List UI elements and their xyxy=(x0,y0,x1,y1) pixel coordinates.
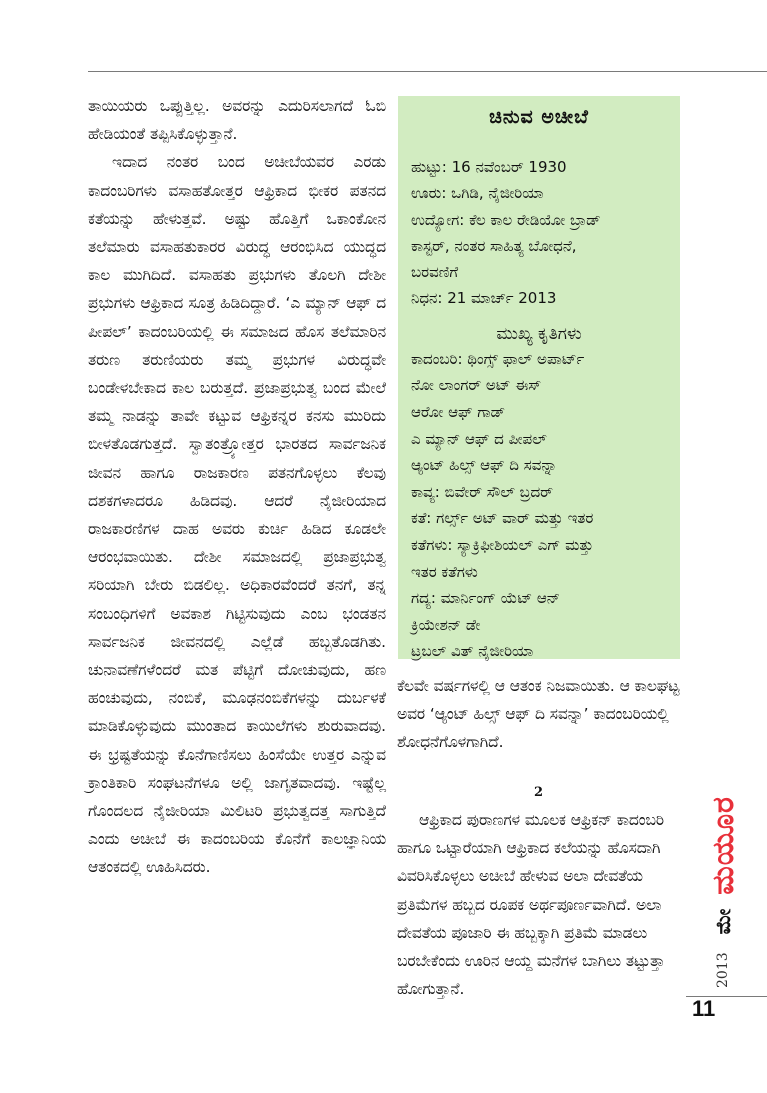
info-birth: ಹುಟ್ಟು: 16 ನವೆಂಬರ್ 1930 xyxy=(411,158,567,176)
paragraph: ತಾಯಿಯರು ಒಪ್ಪುತ್ತಿಲ್ಲ. ಅವರನ್ನು ಎದುರಿಸಲಾಗದೆ ಓಬಿ ಹೇಡಿಯಂತೆ ತಪ್ಪಿಸಿಕೊಳ್ಳುತ್ತಾನೆ. xyxy=(88,97,386,144)
section-number: 2 xyxy=(534,785,544,800)
info-death: ನಿಧನ: 21 ಮಾರ್ಚ್ 2013 xyxy=(411,289,557,308)
work-item: ನೋ ಲಾಂಗರ್ ಅಟ್ ಈಸ್ xyxy=(411,376,542,395)
paragraph: ಕೆಲವೇ ವರ್ಷಗಳಲ್ಲಿ ಆ ಆತಂಕ ನಿಜವಾಯಿತು. ಆ ಕಾಲಘಟ್ಟ ಅವರ ‘ಆ್ಯಂಟ್ ಹಿಲ್ಸ್ ಆಫ್ ದಿ ಸವನ್ನಾ’ ಕಾದಂಬರಿಯಲ್ಲಿ ಶೋಧನೆಗೊಳಗಾಗಿದೆ. xyxy=(397,677,680,752)
work-item: ಕತೆಗಳು: ಸ್ಯಾಕ್ರಿಫೀಶಿಯಲ್ ಎಗ್ ಮತ್ತು xyxy=(411,535,594,554)
work-item: ಎ ಮ್ಯಾನ್ ಆಫ್ ದ ಪೀಪಲ್ xyxy=(411,429,547,448)
work-item: ಆ್ಯಂಟ್ ಹಿಲ್ಸ್ ಆಫ್ ದಿ ಸವನ್ನಾ xyxy=(411,456,558,475)
magazine-masthead xyxy=(693,760,753,992)
work-item: ಟ್ರಬಲ್ ವಿತ್ ನೈಜೀರಿಯಾ xyxy=(411,642,534,661)
masthead-rotated xyxy=(693,760,753,992)
work-item: ಗದ್ಯ: ಮಾರ್ನಿಂಗ್ ಯೆಟ್ ಆನ್ xyxy=(411,589,560,608)
magazine-logo: ಮಯೂರ xyxy=(705,796,741,895)
work-item: ಆರೋ ಆಫ್ ಗಾಡ್ xyxy=(411,402,506,421)
issue-month: ಮೇ xyxy=(711,908,735,935)
work-item: ಕತೆ: ಗರ್ಲ್ಸ್ ಅಟ್ ವಾರ್ ಮತ್ತು ಇತರ xyxy=(411,509,594,528)
right-column-top xyxy=(397,672,682,757)
page-number: 11 xyxy=(692,996,716,1021)
author-sidebar xyxy=(398,96,680,659)
work-item: ಇತರ ಕತೆಗಳು xyxy=(411,562,478,581)
left-column xyxy=(88,92,386,882)
work-item: ಕ್ರಿಯೇಶನ್ ಡೇ xyxy=(411,615,481,634)
author-info xyxy=(411,154,680,312)
paragraph: ಇದಾದ ನಂತರ ಬಂದ ಅಚೀಬೆಯವರ ಎರಡು ಕಾದಂಬರಿಗಳು ವಸಾಹತೋತ್ತರ ಆಫ್ರಿಕಾದ ಭೀಕರ ಪತನದ ಕತೆಯನ್ನು ಹೇಳುತ್ತವೆ. ಅಷ್ಟು ಹೊತ್ತಿಗೆ ಒಕಾಂಕೋನ ತಲೆಮಾರು ವಸಾಹತುಕಾರರ ವಿರುದ್ಧ ಆರಂಭಿಸಿದ ಯುದ್ಧದ ಕಾಲ ಮುಗಿದಿದೆ. ವಸಾಹತು ಪ್ರಭುಗಳು ತೊಲಗಿ ದೇಶೀ ಪ್ರಭುಗಳು ಆಫ್ರಿಕಾದ ಸೂತ್ರ ಹಿಡಿದಿದ್ದಾರೆ. ‘ಎ ಮ್ಯಾನ್ ಆಫ್ ದ ಪೀಪಲ್’ ಕಾದಂಬರಿಯಲ್ಲಿ ಈ ಸಮಾಜದ ಹೊಸ ತಲೆಮಾರಿನ ತರುಣ ತರುಣಿಯರು ತಮ್ಮ ಪ್ರಭುಗಳ ವಿರುದ್ಧವೇ ಬಂಡೇಳಬೇಕಾದ ಕಾಲ ಬರುತ್ತದೆ. ಪ್ರಜಾಪ್ರಭುತ್ವ ಬಂದ ಮೇಲೆ ತಮ್ಮ ನಾಡನ್ನು ತಾವೇ ಕಟ್ಟುವ ಆಫ್ರಿಕನ್ನರ ಕನಸು ಮುರಿದು ಬೀಳತೊಡಗುತ್ತದೆ. ಸ್ವಾತಂತ್ರ್ಯೋತ್ತರ ಭಾರತದ ಸಾರ್ವಜನಿಕ ಜೀವನ ಹಾಗೂ ರಾಜಕಾರಣ ಪತನಗೊಳ್ಳಲು ಕೆಲವು ದಶಕಗಳಾದರೂ ಹಿಡಿದವು. ಆದರೆ ನೈಜೀರಿಯಾದ ರಾಜಕಾರಣಿಗಳ ದಾಹ ಅವರು ಕುರ್ಚಿ ಹಿಡಿದ ಕೂಡಲೇ ಆರಂಭವಾಯಿತು. ದೇಶೀ ಸಮಾಜದಲ್ಲಿ ಪ್ರಜಾಪ್ರಭುತ್ವ ಸರಿಯಾಗಿ ಬೇರು ಬಿಡಲಿಲ್ಲ. ಅಧಿಕಾರವೆಂದರೆ ತನಗೆ, ತನ್ನ ಸಂಬಂಧಿಗಳಿಗೆ ಅವಕಾಶ ಗಿಟ್ಟಿಸುವುದು ಎಂಬ ಭಂಡತನ ಸಾರ್ವಜನಿಕ ಜೀವನದಲ್ಲಿ ಎಲ್ಲೆಡೆ ಹಬ್ಬತೊಡಗಿತು. ಚುನಾವಣೆಗಳೆಂದರೆ ಮತ ಪೆಟ್ಟಿಗೆ ದೋಚುವುದು, ಹಣ ಹಂಚುವುದು, ನಂಬಿಕೆ, ಮೂಢನಂಬಿಕೆಗಳನ್ನು ದುರ್ಬಳಕೆ ಮಾಡಿಕೊಳ್ಳುವುದು ಮುಂತಾದ ಕಾಯಿಲೆಗಳು ಶುರುವಾದವು. ಈ ಭ್ರಷ್ಟತೆಯನ್ನು ಕೊನೆಗಾಣಿಸಲು ಹಿಂಸೆಯೇ ಉತ್ತರ ಎನ್ನುವ ಕ್ರಾಂತಿಕಾರಿ ಸಂಘಟನೆಗಳೂ ಅಲ್ಲಿ ಜಾಗೃತವಾದವು. ಇಷ್ಟೆಲ್ಲ ಗೊಂದಲದ ನೈಜೀರಿಯಾ ಮಿಲಿಟರಿ ಪ್ರಭುತ್ವದತ್ತ ಸಾಗುತ್ತಿದೆ ಎಂದು ಅಚೀಬೆ ಈ ಕಾದಂಬರಿಯ ಕೊನೆಗೆ ಕಾಲಜ್ಞಾನಿಯ ಆತಂಕದಲ್ಲಿ ಊಹಿಸಿದರು. xyxy=(88,153,386,877)
info-place: ಊರು: ಒಗಿಡಿ, ನೈಜೀರಿಯಾ xyxy=(411,184,544,203)
works-heading: ಮುಖ್ಯ ಕೃತಿಗಳು xyxy=(496,323,582,344)
issue-year: 2013 xyxy=(715,952,731,988)
work-item: ಕಾವ್ಯ: ಬಿವೇರ್ ಸೌಲ್ ಬ್ರದರ್ xyxy=(411,482,553,501)
sidebar-title: ಚಿನುವ ಅಚೀಬೆ xyxy=(489,106,589,128)
paragraph: ಆಫ್ರಿಕಾದ ಪುರಾಣಗಳ ಮೂಲಕ ಆಫ್ರಿಕನ್ ಕಾದಂಬರಿ ಹಾಗೂ ಒಟ್ಟಾರೆಯಾಗಿ ಆಫ್ರಿಕಾದ ಕಲೆಯನ್ನು ಹೊಸದಾಗಿ ವಿವರಿಸಿಕೊಳ್ಳಲು ಅಚೀಬೆ ಹೇಳುವ ಅಲಾ ದೇವತೆಯ ಪ್ರತಿಮೆಗಳ ಹಬ್ಬದ ರೂಪಕ ಅರ್ಥಪೂರ್ಣವಾಗಿದೆ. ಅಲಾ ದೇವತೆಯ ಪೂಜಾರಿ ಈ ಹಬ್ಬಕ್ಕಾಗಿ ಪ್ರತಿಮೆ ಮಾಡಲು ಬರಬೇಕೆಂದು ಊರಿನ ಆಯ್ದ ಮನೆಗಳ ಬಾಗಿಲು ತಟ್ಟುತ್ತಾ ಹೋಗುತ್ತಾನೆ. xyxy=(397,811,665,999)
info-occupation-cont: ಬರವಣಿಗೆ xyxy=(411,263,459,282)
work-item: ಕಾದಂಬರಿ: ಥಿಂಗ್ಸ್ ಫಾಲ್ ಅಪಾರ್ಟ್ xyxy=(411,349,585,368)
top-rule xyxy=(88,71,767,72)
info-occupation-cont: ಕಾಸ್ಟರ್, ನಂತರ ಸಾಹಿತ್ಯ ಬೋಧನೆ, xyxy=(411,236,577,255)
works-list xyxy=(411,346,680,665)
info-occupation: ಉದ್ಯೋಗ: ಕೆಲ ಕಾಲ ರೇಡಿಯೋ ಬ್ರಾಡ್ xyxy=(411,210,601,229)
right-column-bottom xyxy=(397,806,682,1003)
